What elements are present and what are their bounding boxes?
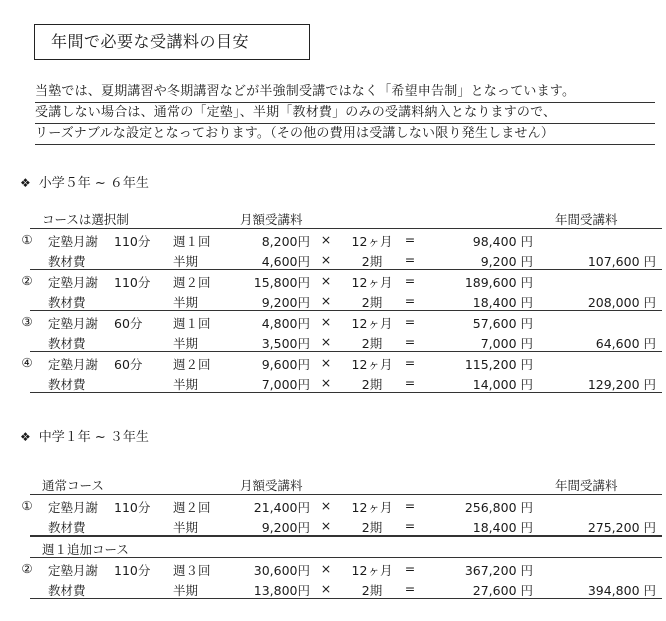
table-row — [30, 331, 662, 351]
period-count: 12ヶ月 — [351, 316, 393, 331]
fee-table-junior-high — [21, 474, 662, 599]
multiply-sign: × — [320, 314, 332, 329]
period-count: 12ヶ月 — [351, 500, 393, 515]
period-count: 2期 — [361, 254, 383, 269]
subtotal: 27,600 円 — [472, 583, 533, 598]
period-count: 12ヶ月 — [351, 563, 393, 578]
table-row — [21, 494, 662, 515]
multiply-sign: × — [320, 498, 332, 513]
multiply-sign: × — [320, 293, 332, 308]
section-heading-elementary — [20, 172, 149, 191]
lesson-frequency: 週２回 — [173, 275, 211, 290]
column-header-course: コースは選択制 — [42, 212, 129, 227]
column-header-monthly: 月額受講料 — [240, 478, 303, 493]
table-row — [21, 310, 662, 331]
lesson-frequency: 半期 — [173, 295, 199, 310]
section-heading-label: 中学１年 ~ ３年生 — [38, 430, 149, 445]
subtotal: 57,600 円 — [472, 316, 533, 331]
row-number: ① — [21, 498, 33, 513]
lesson-minutes: 60分 — [114, 357, 143, 372]
equals-sign: = — [404, 334, 416, 349]
equals-sign: = — [404, 293, 416, 308]
item-name: 教材費 — [48, 583, 86, 598]
table-row — [21, 557, 662, 578]
column-header-annual: 年間受講料 — [555, 212, 618, 227]
unit-fee: 9,200円 — [261, 520, 310, 535]
diamond-bullet-icon: ❖ — [20, 176, 31, 190]
subtotal: 256,800 円 — [464, 500, 533, 515]
equals-sign: = — [404, 375, 416, 390]
equals-sign: = — [404, 518, 416, 533]
lesson-frequency: 週２回 — [173, 357, 211, 372]
equals-sign: = — [404, 581, 416, 596]
row-number: ① — [21, 232, 33, 247]
intro-line-3: リーズナブルな設定となっております。（その他の費用は受講しない限り発生しません） — [35, 124, 655, 145]
period-count: 2期 — [361, 336, 383, 351]
column-header-course: 通常コース — [42, 478, 104, 493]
equals-sign: = — [404, 314, 416, 329]
item-name: 定塾月謝 — [48, 234, 99, 249]
item-name: 定塾月謝 — [48, 563, 99, 578]
annual-total: 129,200 円 — [587, 377, 656, 392]
annual-total: 64,600 円 — [595, 336, 656, 351]
lesson-minutes: 60分 — [114, 316, 143, 331]
unit-fee: 21,400円 — [253, 500, 310, 515]
item-name: 教材費 — [48, 336, 86, 351]
unit-fee: 15,800円 — [253, 275, 310, 290]
intro-line-2: 受講しない場合は、通常の「定塾」、半期「教材費」のみの受講料納入となりますので、 — [35, 103, 655, 124]
unit-fee: 4,600円 — [261, 254, 310, 269]
lesson-frequency: 半期 — [173, 377, 199, 392]
multiply-sign: × — [320, 518, 332, 533]
column-header-annual: 年間受講料 — [555, 478, 618, 493]
item-name: 教材費 — [48, 254, 86, 269]
multiply-sign: × — [320, 375, 332, 390]
table-row — [30, 578, 662, 598]
multiply-sign: × — [320, 273, 332, 288]
equals-sign: = — [404, 252, 416, 267]
subtotal: 189,600 円 — [464, 275, 533, 290]
table-row — [30, 515, 662, 535]
page-title: 年間で必要な受講料の目安 — [34, 24, 310, 60]
item-name: 定塾月謝 — [48, 500, 99, 515]
equals-sign: = — [404, 498, 416, 513]
table-row — [30, 290, 662, 310]
item-name: 教材費 — [48, 377, 86, 392]
lesson-frequency: 半期 — [173, 583, 199, 598]
row-number: ③ — [21, 314, 33, 329]
period-count: 12ヶ月 — [351, 275, 393, 290]
diamond-bullet-icon: ❖ — [20, 430, 31, 444]
period-count: 2期 — [361, 583, 383, 598]
subtotal: 18,400 円 — [472, 520, 533, 535]
unit-fee: 9,200円 — [261, 295, 310, 310]
column-header-monthly: 月額受講料 — [240, 212, 303, 227]
multiply-sign: × — [320, 232, 332, 247]
table-row — [30, 249, 662, 269]
period-count: 12ヶ月 — [351, 234, 393, 249]
subtotal: 14,000 円 — [472, 377, 533, 392]
equals-sign: = — [404, 355, 416, 370]
unit-fee: 4,800円 — [261, 316, 310, 331]
item-name: 定塾月謝 — [48, 357, 99, 372]
item-name: 教材費 — [48, 295, 86, 310]
item-name: 定塾月謝 — [48, 275, 99, 290]
multiply-sign: × — [320, 252, 332, 267]
equals-sign: = — [404, 273, 416, 288]
fee-table-elementary — [21, 208, 662, 393]
subtotal: 98,400 円 — [472, 234, 533, 249]
equals-sign: = — [404, 232, 416, 247]
row-number: ② — [21, 273, 33, 288]
table-row — [21, 269, 662, 290]
subtotal: 9,200 円 — [480, 254, 533, 269]
period-count: 2期 — [361, 520, 383, 535]
table-row — [21, 351, 662, 372]
lesson-frequency: 半期 — [173, 520, 199, 535]
row-number: ④ — [21, 355, 33, 370]
lesson-frequency: 週１回 — [173, 316, 211, 331]
row-number: ② — [21, 561, 33, 576]
multiply-sign: × — [320, 355, 332, 370]
period-count: 2期 — [361, 295, 383, 310]
subtotal: 367,200 円 — [464, 563, 533, 578]
unit-fee: 30,600円 — [253, 563, 310, 578]
table-header — [30, 474, 662, 494]
multiply-sign: × — [320, 334, 332, 349]
period-count: 2期 — [361, 377, 383, 392]
unit-fee: 7,000円 — [261, 377, 310, 392]
annual-total: 275,200 円 — [587, 520, 656, 535]
lesson-frequency: 週３回 — [173, 563, 211, 578]
intro-line-1: 当塾では、夏期講習や冬期講習などが半強制受講ではなく「希望申告制」となっています。 — [35, 82, 655, 103]
extra-course-label: 週１追加コース — [42, 542, 129, 557]
table-row — [21, 228, 662, 249]
subtotal: 18,400 円 — [472, 295, 533, 310]
annual-total: 394,800 円 — [587, 583, 656, 598]
subtotal: 115,200 円 — [464, 357, 533, 372]
section-heading-junior-high — [20, 426, 149, 445]
table-header — [30, 208, 662, 228]
lesson-minutes: 110分 — [114, 500, 151, 515]
lesson-frequency: 半期 — [173, 254, 199, 269]
subtotal: 7,000 円 — [480, 336, 533, 351]
period-count: 12ヶ月 — [351, 357, 393, 372]
lesson-minutes: 110分 — [114, 234, 151, 249]
lesson-frequency: 週１回 — [173, 234, 211, 249]
lesson-frequency: 週２回 — [173, 500, 211, 515]
item-name: 教材費 — [48, 520, 86, 535]
table-row — [30, 372, 662, 392]
item-name: 定塾月謝 — [48, 316, 99, 331]
multiply-sign: × — [320, 581, 332, 596]
unit-fee: 9,600円 — [261, 357, 310, 372]
lesson-minutes: 110分 — [114, 275, 151, 290]
annual-total: 208,000 円 — [587, 295, 656, 310]
equals-sign: = — [404, 561, 416, 576]
section-heading-label: 小学５年 ~ ６年生 — [38, 176, 149, 191]
unit-fee: 13,800円 — [253, 583, 310, 598]
extra-course-label-row — [30, 536, 662, 557]
intro-text — [35, 82, 655, 145]
unit-fee: 3,500円 — [261, 336, 310, 351]
multiply-sign: × — [320, 561, 332, 576]
lesson-minutes: 110分 — [114, 563, 151, 578]
lesson-frequency: 半期 — [173, 336, 199, 351]
unit-fee: 8,200円 — [261, 234, 310, 249]
annual-total: 107,600 円 — [587, 254, 656, 269]
